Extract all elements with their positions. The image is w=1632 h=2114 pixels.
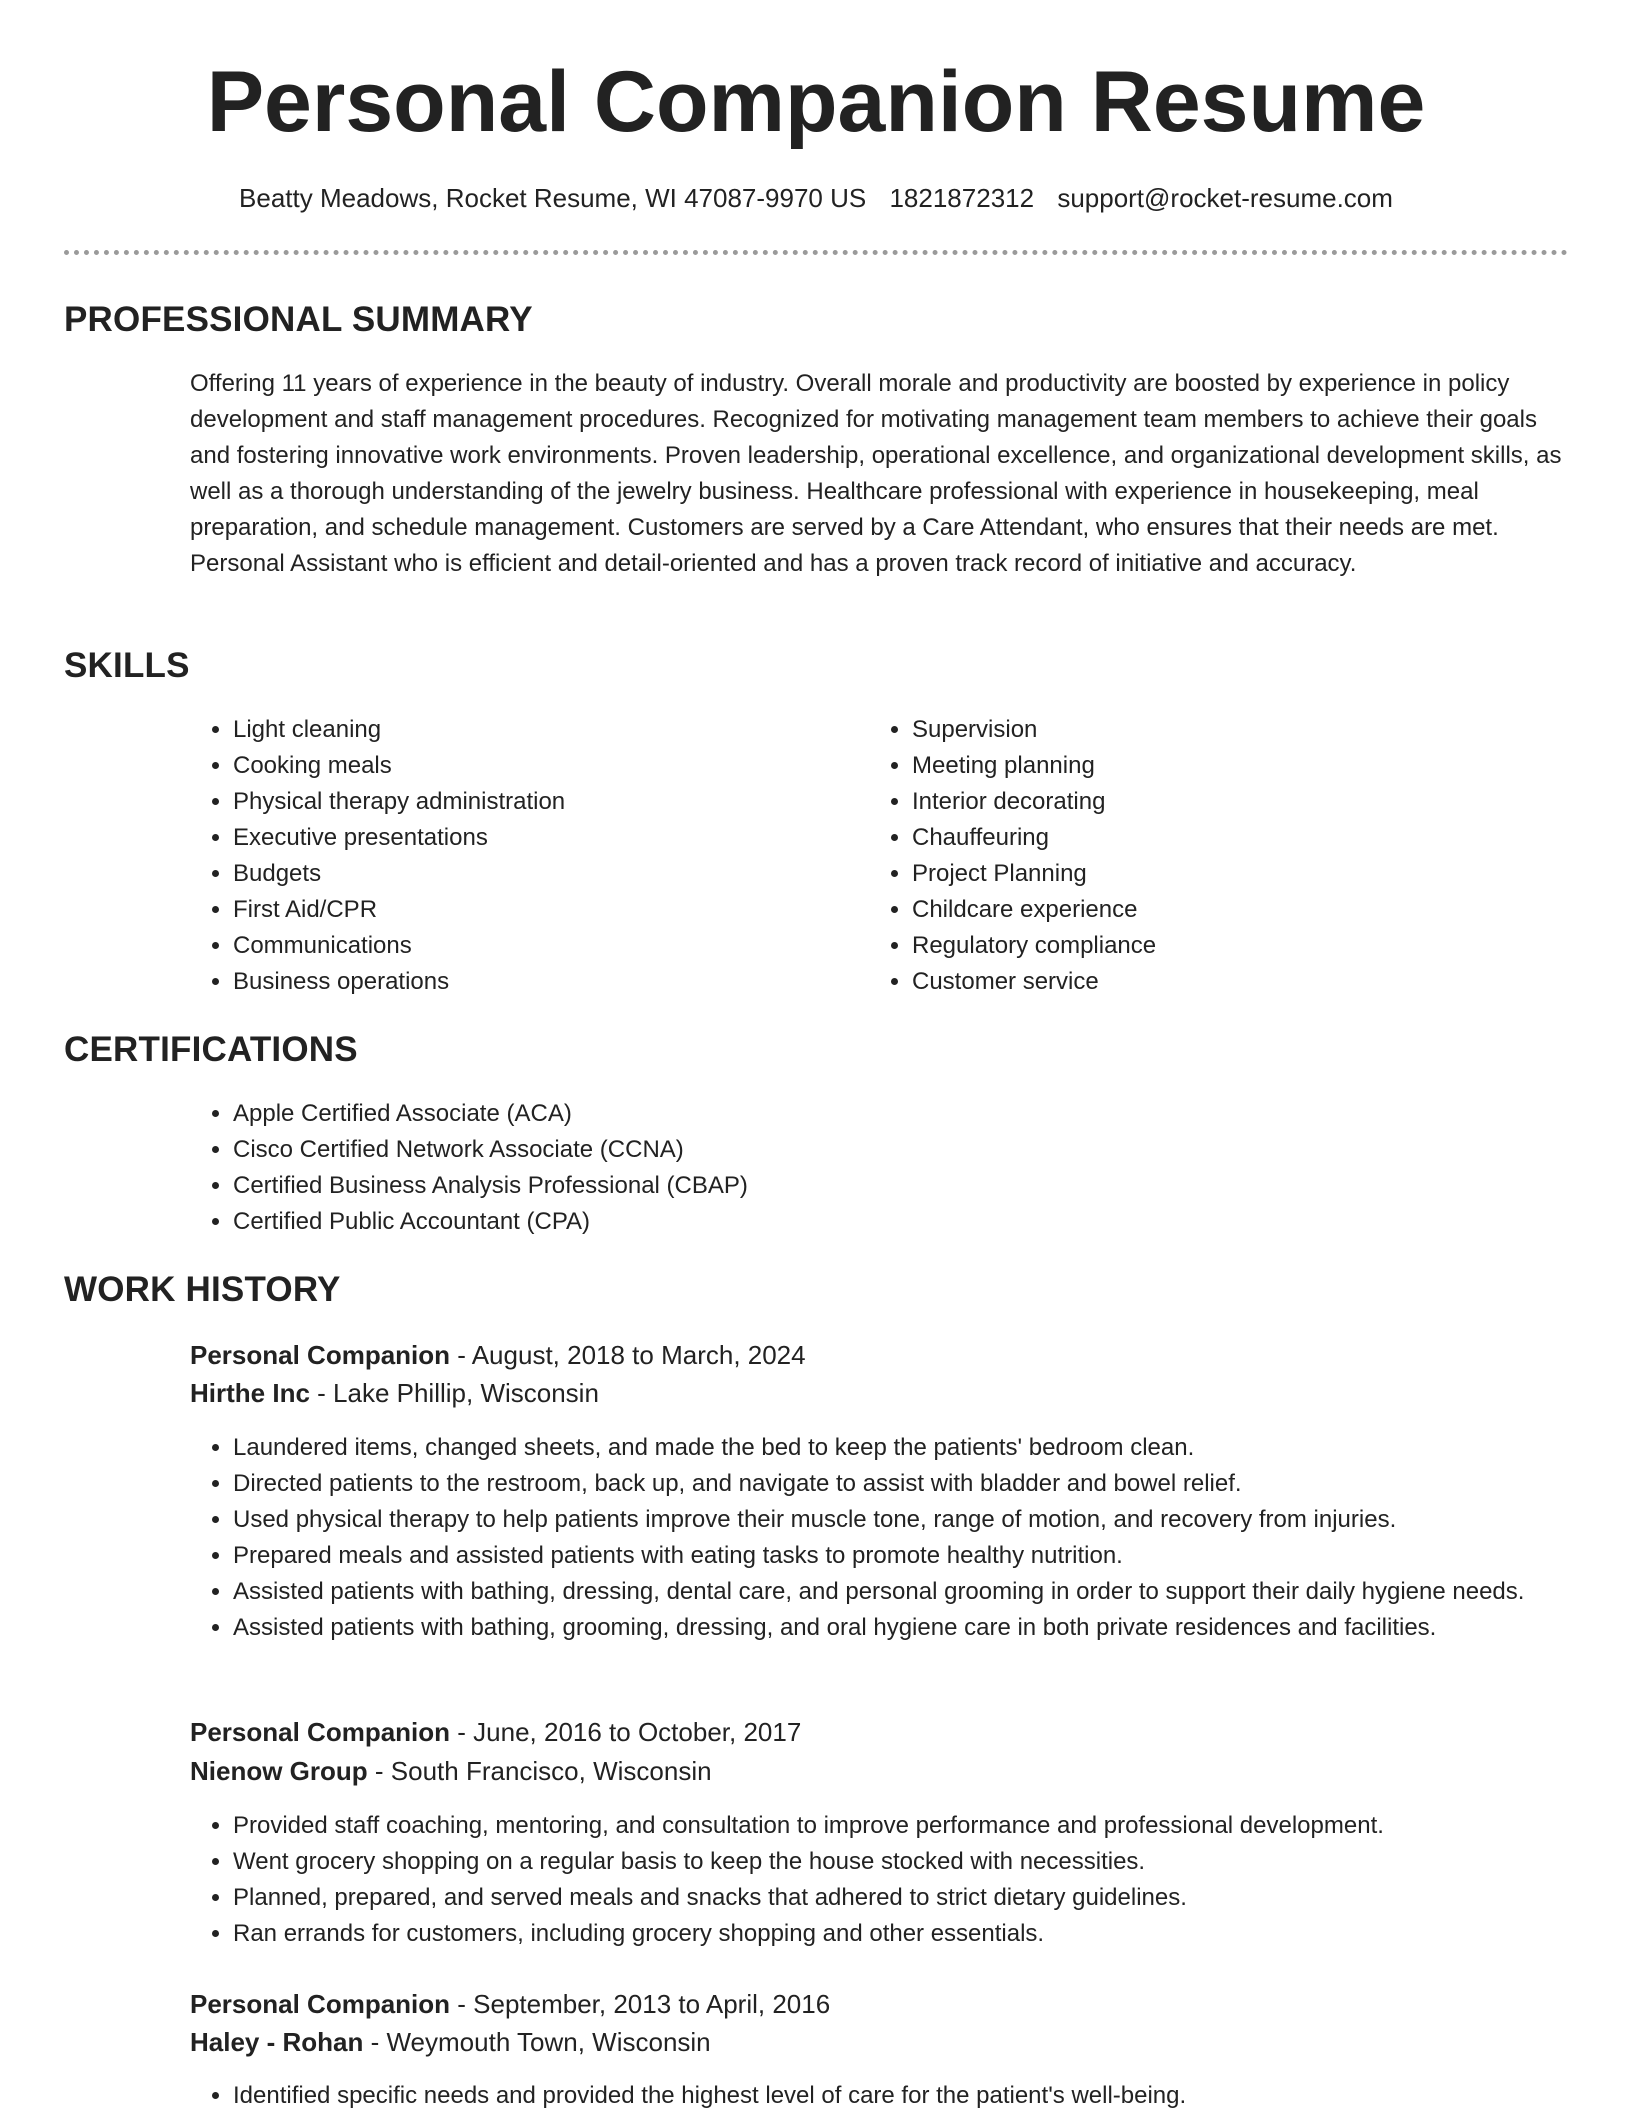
list-item: • Executive presentations xyxy=(233,820,833,856)
job-location: - Weymouth Town, Wisconsin xyxy=(363,2027,711,2057)
list-item: • Assisted patients with bathing, dressing, dental care, and personal grooming in order to support their daily hygiene needs. xyxy=(233,1574,1568,1610)
skills-heading: SKILLS xyxy=(64,646,190,685)
list-item: • Assisted patients with bathing, grooming, dressing, and oral hygiene care in both private residences and facilities. xyxy=(233,1610,1568,1646)
work-history-heading: WORK HISTORY xyxy=(64,1270,341,1309)
job-company-line xyxy=(190,2023,1568,2061)
list-item: • Prepared meals and assisted patients with eating tasks to promote healthy nutrition. xyxy=(233,1538,1568,1574)
job-company: Hirthe Inc xyxy=(190,1378,310,1408)
job-location: - South Francisco, Wisconsin xyxy=(367,1756,712,1786)
certifications-list xyxy=(190,1096,1611,1240)
job-bullets xyxy=(190,1430,1568,1646)
job-dates: - June, 2016 to October, 2017 xyxy=(450,1717,802,1747)
job-company: Haley - Rohan xyxy=(190,2027,364,2057)
list-item: • Identified specific needs and provided the highest level of care for the patient's well-being. xyxy=(233,2078,1611,2114)
list-item: • First Aid/CPR xyxy=(233,892,833,928)
job-company-line xyxy=(190,1752,1568,1790)
list-item: • Business operations xyxy=(233,964,833,1000)
list-item: • Interior decorating xyxy=(912,784,1512,820)
job-company-line xyxy=(190,1374,1568,1412)
job-title-line xyxy=(190,1713,1568,1751)
job-title-line xyxy=(190,1985,1568,2023)
job-title-line xyxy=(190,1336,1568,1374)
job-title: Personal Companion xyxy=(190,1340,451,1370)
list-item: • Went grocery shopping on a regular basis to keep the house stocked with necessities. xyxy=(233,1844,1611,1880)
job-dates: - August, 2018 to March, 2024 xyxy=(450,1340,806,1370)
list-item: • Provided staff coaching, mentoring, and consultation to improve performance and professional development. xyxy=(233,1808,1611,1844)
list-item: • Ran errands for customers, including grocery shopping and other essentials. xyxy=(233,1916,1611,1952)
list-item: • Supervision xyxy=(912,712,1512,748)
list-item: • Childcare experience xyxy=(912,892,1512,928)
contact-email[interactable]: support@rocket-resume.com xyxy=(1057,183,1393,213)
job-title: Personal Companion xyxy=(190,1989,451,2019)
list-item: • Communications xyxy=(233,928,833,964)
skills-list-left xyxy=(190,712,833,1000)
list-item: • Laundered items, changed sheets, and made the bed to keep the patients' bedroom clean. xyxy=(233,1430,1568,1466)
resume-title: Personal Companion Resume xyxy=(206,54,1426,150)
list-item: • Customer service xyxy=(912,964,1512,1000)
header-divider xyxy=(64,250,1568,255)
job-location: - Lake Phillip, Wisconsin xyxy=(309,1378,599,1408)
list-item: • Cooking meals xyxy=(233,748,833,784)
list-item: • Directed patients to the restroom, back up, and navigate to assist with bladder and bowel relief. xyxy=(233,1466,1568,1502)
list-item: • Certified Business Analysis Professional (CBAP) xyxy=(233,1168,1611,1204)
contact-line xyxy=(0,178,1632,218)
list-item: • Light cleaning xyxy=(233,712,833,748)
list-item: • Used physical therapy to help patients improve their muscle tone, range of motion, and recovery from injuries. xyxy=(233,1502,1568,1538)
list-item: • Physical therapy administration xyxy=(233,784,833,820)
job-company: Nienow Group xyxy=(190,1756,368,1786)
skills-list-right xyxy=(869,712,1512,1000)
contact-address: Beatty Meadows, Rocket Resume, WI 47087-9970 US xyxy=(239,183,867,213)
list-item: • Meeting planning xyxy=(912,748,1512,784)
list-item: • Budgets xyxy=(233,856,833,892)
list-item: • Cisco Certified Network Associate (CCNA) xyxy=(233,1132,1611,1168)
contact-phone: 1821872312 xyxy=(889,183,1035,213)
list-item: • Planned, prepared, and served meals and snacks that adhered to strict dietary guidelines. xyxy=(233,1880,1611,1916)
job-dates: - September, 2013 to April, 2016 xyxy=(450,1989,831,2019)
summary-heading: PROFESSIONAL SUMMARY xyxy=(64,300,533,339)
list-item: • Certified Public Accountant (CPA) xyxy=(233,1204,1611,1240)
job-bullets xyxy=(190,2078,1611,2114)
list-item: • Chauffeuring xyxy=(912,820,1512,856)
list-item: • Project Planning xyxy=(912,856,1512,892)
summary-text: Offering 11 years of experience in the beauty of industry. Overall morale and productivity are boosted by experience in policy development and staff management procedures. Recognized for motivating management team members to achieve their goals and fostering innovative work environments. Proven leadership, operational excellence, and organizational development skills, as well as a thorough understanding of the jewelry business. Healthcare professional with experience in housekeeping, meal preparation, and schedule management. Customers are served by a Care Attendant, who ensures that their needs are met. Personal Assistant who is efficient and detail-oriented and has a proven track record of initiative and accuracy. xyxy=(190,370,1562,577)
list-item: • Regulatory compliance xyxy=(912,928,1512,964)
certifications-heading: CERTIFICATIONS xyxy=(64,1030,358,1069)
job-title: Personal Companion xyxy=(190,1717,451,1747)
list-item: • Apple Certified Associate (ACA) xyxy=(233,1096,1611,1132)
job-bullets xyxy=(190,1808,1611,1952)
